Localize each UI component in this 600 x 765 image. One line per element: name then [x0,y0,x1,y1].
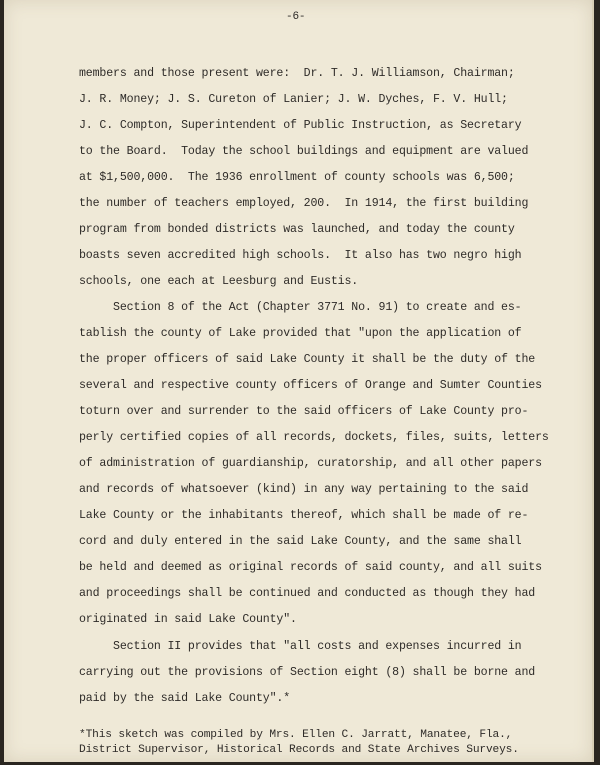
paragraph-2-line-5: toturn over and surrender to the said officers of Lake County pro- [79,405,529,418]
paragraph-2-line-13: originated in said Lake County". [79,613,297,626]
paragraph-1-line-6: the number of teachers employed, 200. In 1914, the first building [79,197,529,210]
paragraph-2-line-4: several and respective county officers of Orange and Sumter Counties [79,379,542,392]
paragraph-1-line-7: program from bonded districts was launched, and today the county [79,223,515,236]
footnote-line-1: *This sketch was compiled by Mrs. Ellen C. Jarratt, Manatee, Fla., [79,729,513,741]
paragraph-1-line-4: to the Board. Today the school buildings and equipment are valued [79,145,529,158]
document-page [4,0,594,762]
paragraph-2-line-8: and records of whatsoever (kind) in any way pertaining to the said [79,483,529,496]
footnote-line-2: District Supervisor, Historical Records and State Archives Surveys. [79,744,519,756]
paragraph-2-line-6: perly certified copies of all records, dockets, files, suits, letters [79,431,549,444]
paragraph-2-line-12: and proceedings shall be continued and conducted as though they had [79,587,536,600]
paragraph-1-line-5: at $1,500,000. The 1936 enrollment of county schools was 6,500; [79,171,515,184]
paragraph-1-line-2: J. R. Money; J. S. Cureton of Lanier; J. W. Dyches, F. V. Hull; [79,93,508,106]
paragraph-3-line-3: paid by the said Lake County".* [79,692,291,705]
paragraph-1-line-8: boasts seven accredited high schools. It also has two negro high [79,249,522,262]
paragraph-2-line-9: Lake County or the inhabitants thereof, which shall be made of re- [79,509,529,522]
paragraph-1-line-1: members and those present were: Dr. T. J. Williamson, Chairman; [79,67,515,80]
paragraph-3-line-1: Section II provides that "all costs and expenses incurred in [79,640,522,653]
paragraph-2-line-11: be held and deemed as original records of said county, and all suits [79,561,542,574]
paragraph-2-line-3: the proper officers of said Lake County it shall be the duty of the [79,353,536,366]
paragraph-3-line-2: carrying out the provisions of Section eight (8) shall be borne and [79,666,536,679]
paragraph-2-line-10: cord and duly entered in the said Lake County, and the same shall [79,535,522,548]
paragraph-2-line-1: Section 8 of the Act (Chapter 3771 No. 91) to create and es- [79,301,522,314]
page-number: -6- [286,11,306,23]
paragraph-1-line-9: schools, one each at Leesburg and Eustis. [79,275,359,288]
paragraph-2-line-7: of administration of guardianship, curatorship, and all other papers [79,457,542,470]
paragraph-1-line-3: J. C. Compton, Superintendent of Public Instruction, as Secretary [79,119,522,132]
paragraph-2-line-2: tablish the county of Lake provided that "upon the application of [79,327,522,340]
